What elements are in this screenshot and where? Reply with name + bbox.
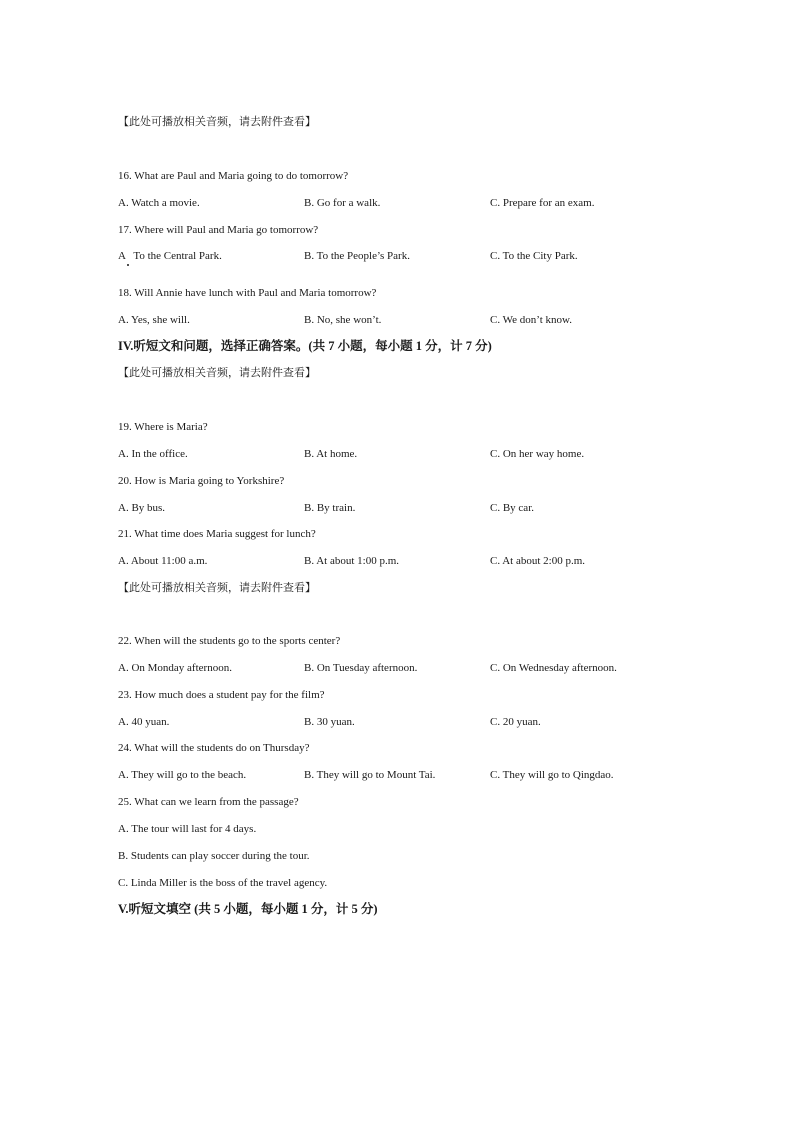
option-24-a[interactable]: A. They will go to the beach.: [118, 769, 247, 781]
question-16-options: [0, 196, 794, 210]
option-18-a[interactable]: A. Yes, she will.: [118, 314, 190, 326]
question-22-options: [0, 661, 794, 675]
option-21-c[interactable]: C. At about 2:00 p.m.: [490, 555, 586, 567]
option-21-a[interactable]: A. About 11:00 a.m.: [118, 555, 208, 567]
audio-note-2: 【此处可播放相关音频，请去附件查看】: [118, 367, 316, 379]
question-17-options: [0, 249, 794, 263]
option-25-c[interactable]: C. Linda Miller is the boss of the travel agency.: [118, 877, 328, 889]
question-21-options: [0, 554, 794, 568]
option-19-c[interactable]: C. On her way home.: [490, 448, 585, 460]
question-19: 19. Where is Maria?: [118, 421, 208, 433]
stray-dot-mark: [127, 264, 129, 266]
question-18: 18. Will Annie have lunch with Paul and Maria tomorrow?: [118, 287, 377, 299]
question-17: 17. Where will Paul and Maria go tomorrow?: [118, 224, 319, 236]
option-21-b[interactable]: B. At about 1:00 p.m.: [304, 555, 400, 567]
option-23-c[interactable]: C. 20 yuan.: [490, 716, 541, 728]
question-23: 23. How much does a student pay for the film?: [118, 689, 325, 701]
question-23-options: [0, 715, 794, 729]
option-22-b[interactable]: B. On Tuesday afternoon.: [304, 662, 418, 674]
option-25-b[interactable]: B. Students can play soccer during the tour.: [118, 850, 310, 862]
audio-note-3: 【此处可播放相关音频，请去附件查看】: [118, 582, 316, 594]
option-20-b[interactable]: B. By train.: [304, 502, 356, 514]
section-5-heading: V.听短文填空 (共 5 小题，每小题 1 分，计 5 分): [118, 902, 378, 916]
question-16: 16. What are Paul and Maria going to do tomorrow?: [118, 170, 349, 182]
question-25: 25. What can we learn from the passage?: [118, 796, 299, 808]
option-20-a[interactable]: A. By bus.: [118, 502, 166, 514]
option-18-c[interactable]: C. We don’t know.: [490, 314, 573, 326]
option-17-c[interactable]: C. To the City Park.: [490, 250, 578, 262]
option-19-b[interactable]: B. At home.: [304, 448, 358, 460]
option-25-a[interactable]: A. The tour will last for 4 days.: [118, 823, 257, 835]
question-21: 21. What time does Maria suggest for lunch?: [118, 528, 316, 540]
question-24: 24. What will the students do on Thursday?: [118, 742, 310, 754]
option-24-c[interactable]: C. They will go to Qingdao.: [490, 769, 614, 781]
option-16-c[interactable]: C. Prepare for an exam.: [490, 197, 595, 209]
audio-note-1: 【此处可播放相关音频，请去附件查看】: [118, 116, 316, 128]
option-24-b[interactable]: B. They will go to Mount Tai.: [304, 769, 436, 781]
option-18-b[interactable]: B. No, she won’t.: [304, 314, 382, 326]
option-16-b[interactable]: B. Go for a walk.: [304, 197, 381, 209]
option-16-a[interactable]: A. Watch a movie.: [118, 197, 200, 209]
option-20-c[interactable]: C. By car.: [490, 502, 534, 514]
option-23-a[interactable]: A. 40 yuan.: [118, 716, 170, 728]
option-17-b[interactable]: B. To the People’s Park.: [304, 250, 410, 262]
option-19-a[interactable]: A. In the office.: [118, 448, 188, 460]
question-20-options: [0, 501, 794, 515]
question-19-options: [0, 447, 794, 461]
option-22-a[interactable]: A. On Monday afternoon.: [118, 662, 232, 674]
section-4-heading: IV.听短文和问题，选择正确答案。(共 7 小题，每小题 1 分，计 7 分): [118, 339, 492, 353]
option-22-c[interactable]: C. On Wednesday afternoon.: [490, 662, 617, 674]
question-18-options: [0, 313, 794, 327]
question-22: 22. When will the students go to the sports center?: [118, 635, 341, 647]
question-24-options: [0, 768, 794, 782]
question-20: 20. How is Maria going to Yorkshire?: [118, 475, 285, 487]
option-23-b[interactable]: B. 30 yuan.: [304, 716, 355, 728]
option-17-a[interactable]: A To the Central Park.: [118, 250, 222, 262]
